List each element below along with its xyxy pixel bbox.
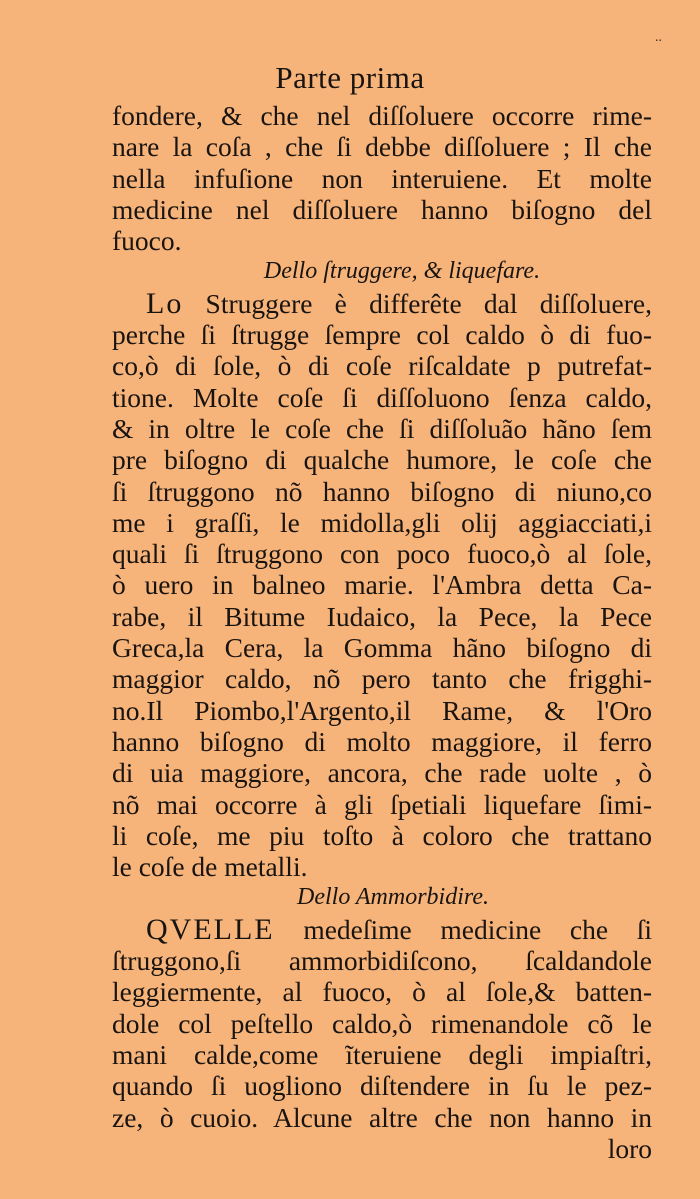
text-line: fuoco.: [112, 225, 182, 257]
text-line: nõ mai occorre à gli ſpetiali liquefare ſimi-: [112, 788, 652, 820]
initial-word: Lo: [146, 286, 184, 320]
text-line: pre biſogno di qualche humore, le coſe che: [112, 444, 652, 476]
text-line: [112, 288, 652, 319]
text-line: no.Il Piombo,l'Argento,il Rame, & l'Oro: [112, 694, 652, 726]
text-line: co,ò di ſole, ò di coſe riſcaldate p putrefat-: [112, 350, 652, 382]
text-line: tione. Molte coſe ſi diſſoluono ſenza caldo,: [112, 381, 652, 413]
text-line: di uia maggiore, ancora, che rade uolte , ò: [112, 757, 652, 789]
text-line: le coſe de metalli.: [112, 851, 308, 883]
text-line: ò uero in balneo marie. l'Ambra detta Ca-: [112, 569, 652, 601]
text-line: dole col peſtello caldo,ò rimenandole cõ le: [112, 1007, 652, 1039]
text-line: ſtruggono,ſi ammorbidiſcono, ſcaldandole: [112, 945, 652, 977]
text-line: li coſe, me piu toſto à coloro che trattano: [112, 819, 652, 851]
text-line: maggior caldo, nõ pero tanto che frigghi-: [112, 663, 652, 695]
text-line: quando ſi uogliono diſtendere in ſu le pez-: [112, 1070, 652, 1102]
paragraph-1: [112, 100, 652, 256]
text-line: me i graſſi, le midolla,gli olij aggiacciati,i: [112, 506, 652, 538]
text-line: quali ſi ſtruggono con poco fuoco,ò al ſole,: [112, 538, 652, 570]
text-line: nella infuſione non interuiene. Et molte: [112, 162, 652, 194]
text-line: nare la coſa , che ſi debbe diſſoluere ; Il che: [112, 131, 652, 163]
corner-mark: ..: [655, 30, 662, 45]
catchword: loro: [607, 1132, 652, 1164]
section-heading-struggere: Dello ſtruggere, & liquefare.: [263, 258, 541, 285]
text-line: ze, ò cuoio. Alcune altre che non hanno in: [112, 1101, 652, 1133]
text-line: hanno biſogno di molto maggiore, il ferro: [112, 725, 652, 757]
text-line: leggiermente, al fuoco, ò al ſole,& batten-: [112, 976, 652, 1008]
text-line: [112, 914, 652, 945]
text-line: fondere, & che nel diſſoluere occorre rime-: [112, 100, 652, 131]
text-line: Greca,la Cera, la Gomma hãno biſogno di: [112, 632, 652, 664]
text-line: medicine nel diſſoluere hanno biſogno del: [112, 193, 652, 225]
text-block: [112, 100, 652, 1164]
text-line: & in oltre le coſe che ſi diſſoluão hãno ſem: [112, 412, 652, 444]
text-line: rabe, il Bitume Iudaico, la Pece, la Pece: [112, 600, 652, 632]
paragraph-2: [112, 288, 652, 883]
running-head: Parte prima: [275, 60, 425, 95]
text-line: mani calde,come ĩteruiene degli impiaſtri,: [112, 1038, 652, 1070]
section-heading-ammorbidire: Dello Ammorbidire.: [297, 884, 489, 911]
first-line-rest: medeſime medicine che ſi: [303, 913, 652, 945]
text-line: ſi ſtruggono nõ hanno biſogno di niuno,co: [112, 475, 652, 507]
paragraph-3: [112, 914, 652, 1164]
text-line: perche ſi ſtrugge ſempre col caldo ò di fuo-: [112, 319, 652, 351]
first-line-rest: Struggere è differête dal diſſoluere,: [205, 287, 652, 319]
initial-word: QVELLE: [146, 912, 275, 946]
